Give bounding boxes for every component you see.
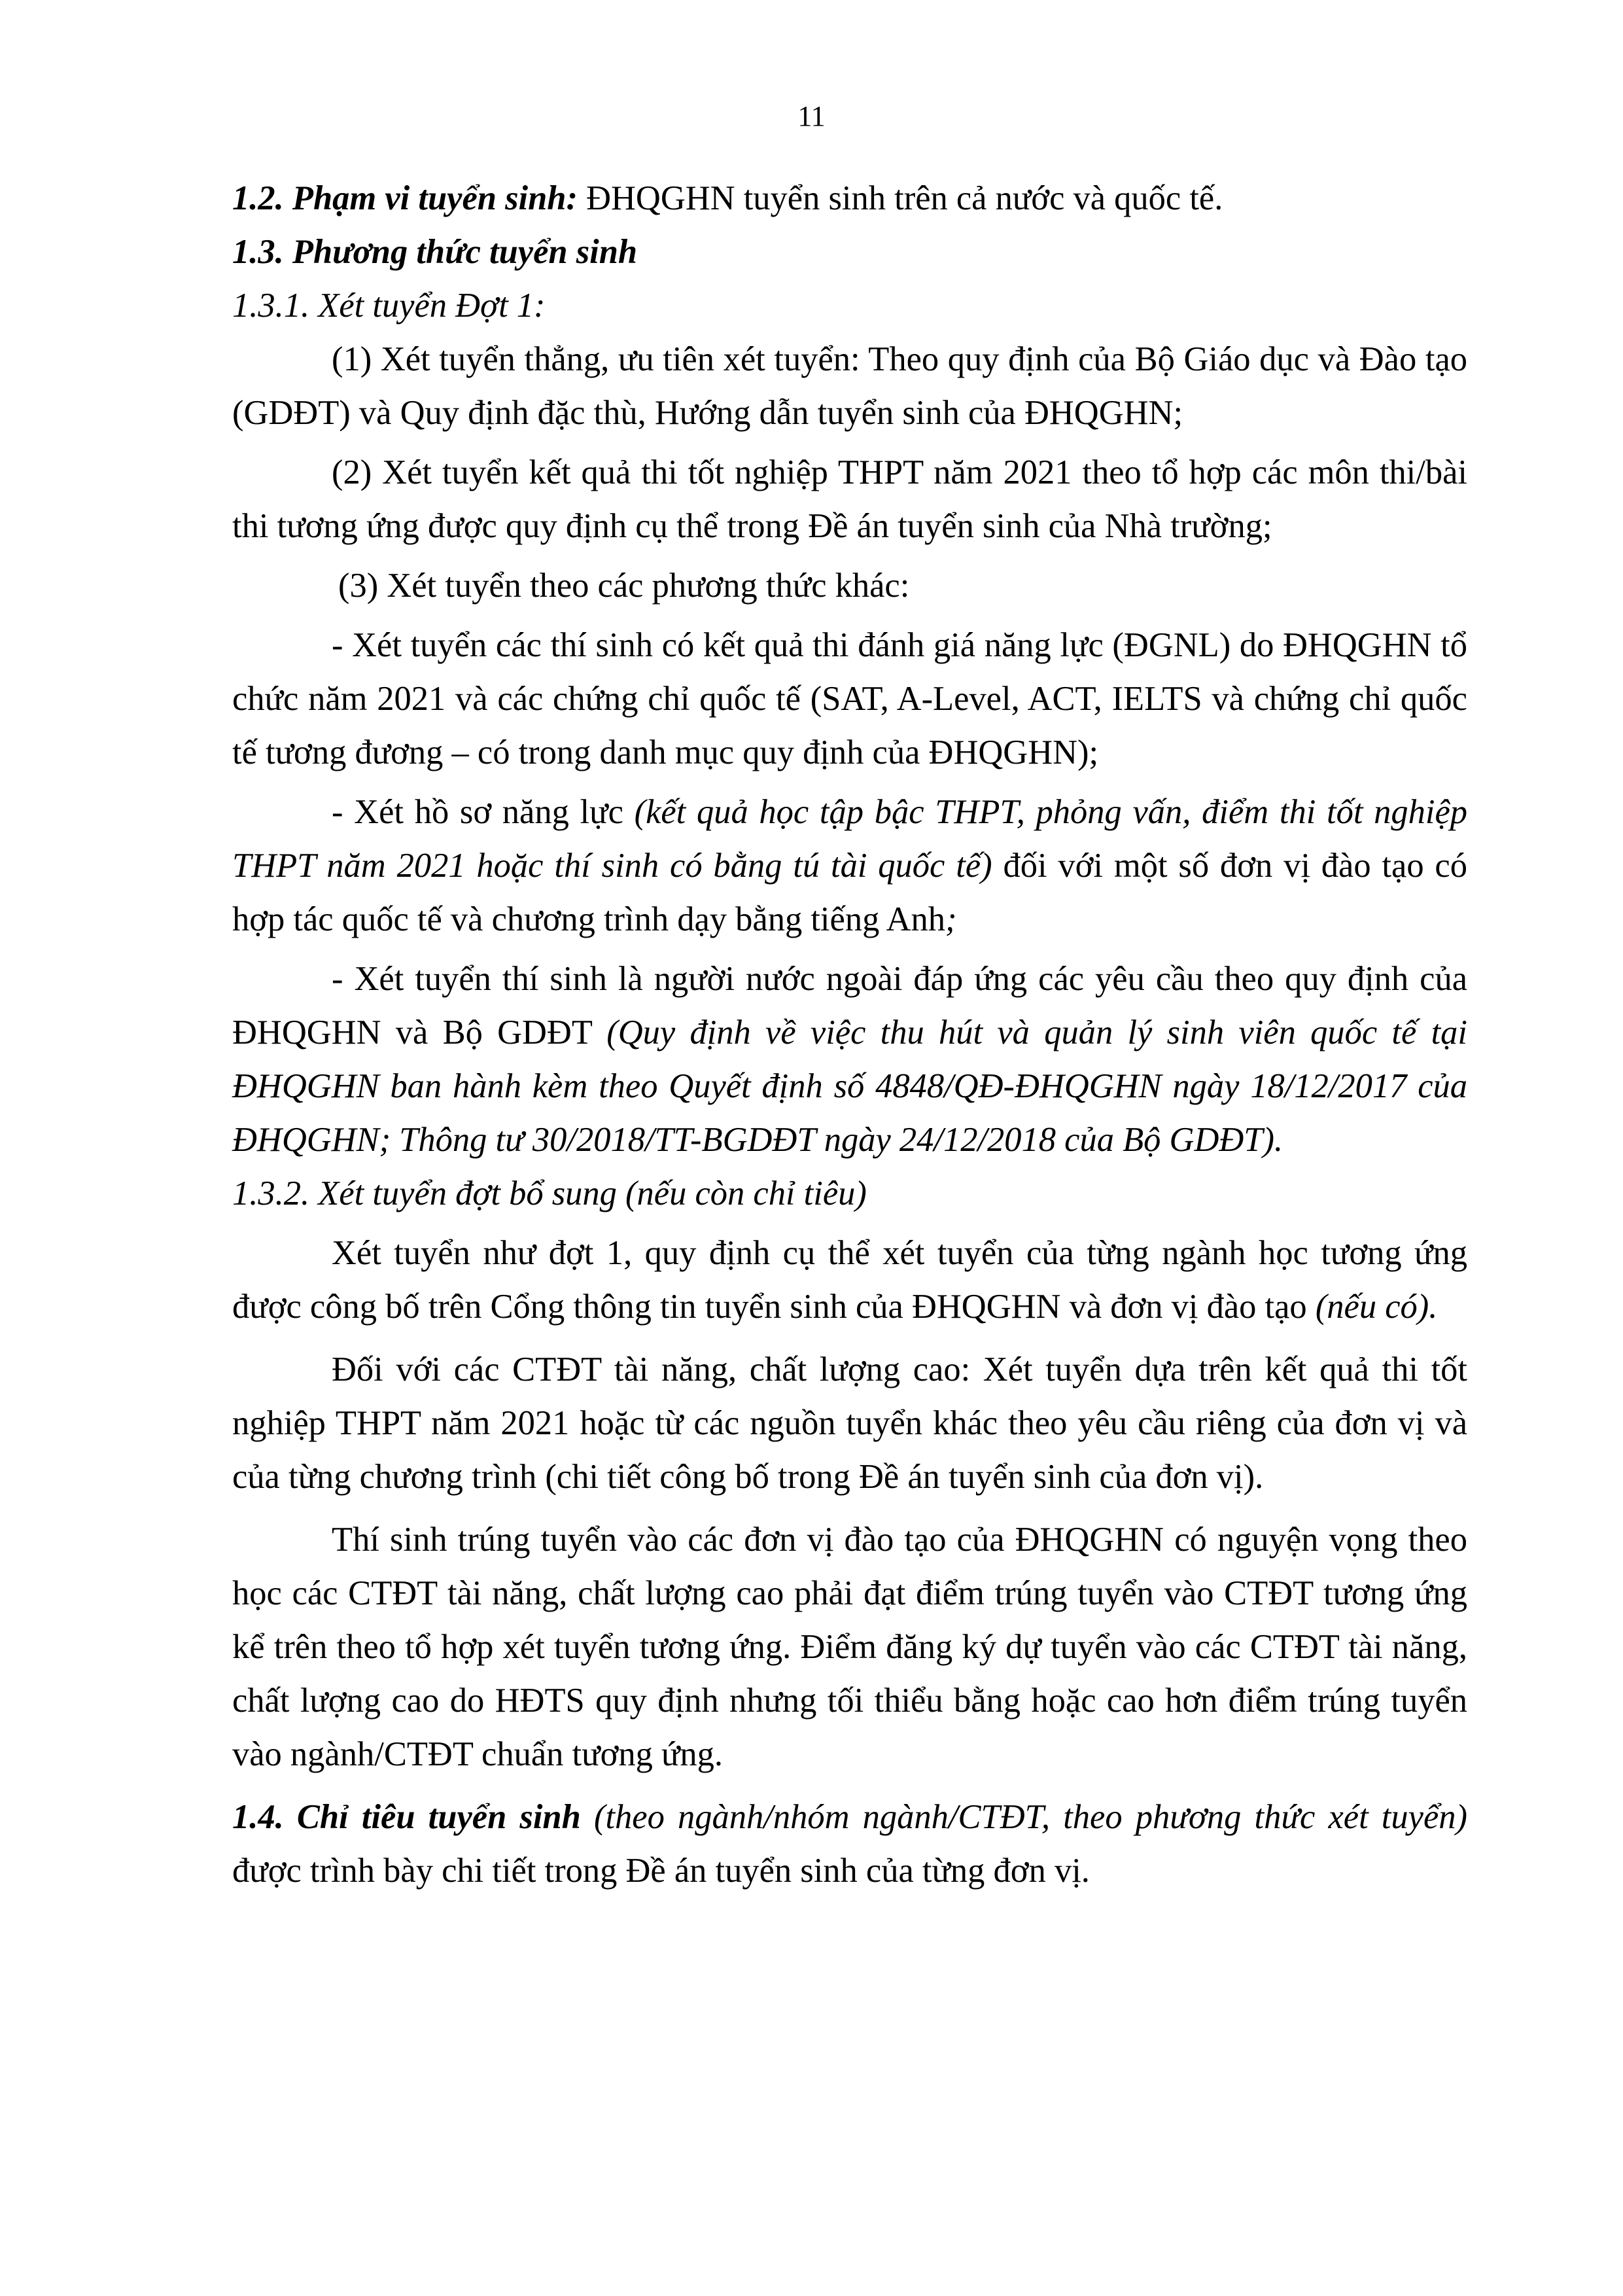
supplementary-paragraph [232, 1226, 1467, 1333]
talent-program-paragraph: Đối với các CTĐT tài năng, chất lượng cao: Xét tuyển dựa trên kết quả thi tốt nghiệp THPT năm 2021 hoặc từ các nguồn tuyển khác theo yêu cầu riêng của đơn vị và của từng chương trình (chi tiết công bố trong Đề án tuyển sinh của đơn vị). [232, 1351, 1467, 1496]
admission-score-paragraph: Thí sinh trúng tuyển vào các đơn vị đào tạo của ĐHQGHN có nguyện vọng theo học các CTĐT tài năng, chất lượng cao phải đạt điểm trúng tuyển vào CTĐT tương ứng kể trên theo tổ hợp xét tuyển tương ứng. Điểm đăng ký dự tuyển vào các CTĐT tài năng, chất lượng cao do HĐTS quy định nhưng tối thiểu bằng hoặc cao hơn điểm trúng tuyển vào ngành/CTĐT chuẩn tương ứng. [232, 1521, 1467, 1773]
supplementary-text: Xét tuyển như đợt 1, quy định cụ thể xét tuyển của từng ngành học tương ứng được công bố trên Cổng thông tin tuyển sinh của ĐHQGHN và đơn vị đào tạo [232, 1234, 1467, 1326]
method-1-paragraph: (1) Xét tuyển thẳng, ưu tiên xét tuyển: Theo quy định của Bộ Giáo dục và Đào tạo (GDĐT) và Quy định đặc thù, Hướng dẫn tuyển sinh của ĐHQGHN; [232, 340, 1467, 432]
page-number: 11 [797, 100, 826, 132]
section-1-2-text: ĐHQGHN tuyển sinh trên cả nước và quốc tế. [577, 179, 1223, 217]
section-1-4-text: được trình bày chi tiết trong Đề án tuyển sinh của từng đơn vị. [232, 1852, 1090, 1890]
method-2-paragraph: (2) Xét tuyển kết quả thi tốt nghiệp THPT năm 2021 theo tổ hợp các môn thi/bài thi tương ứng được quy định cụ thể trong Đề án tuyển sinh của Nhà trường; [232, 453, 1467, 545]
supplementary-note: (nếu có). [1315, 1288, 1438, 1326]
bullet-foreign-note: (Quy định về việc thu hút và quản lý sinh viên quốc tế tại ĐHQGHN ban hành kèm theo Quyết định số 4848/QĐ-ĐHQGHN ngày 18/12/2017 của ĐHQGHN; Thông tư 30/2018/TT-BGDĐT ngày 24/12/2018 của Bộ GDĐT). [232, 1014, 1467, 1159]
bullet-foreign-paragraph [232, 952, 1467, 1167]
section-1-3-2-heading: 1.3.2. Xét tuyển đợt bổ sung (nếu còn chỉ tiêu) [232, 1174, 867, 1212]
bullet-profile-note: (kết quả học tập bậc THPT, phỏng vấn, điểm thi tốt nghiệp THPT năm 2021 hoặc thí sinh có bằng tú tài quốc tế) [232, 793, 1468, 885]
section-1-3-1-heading: 1.3.1. Xét tuyển Đợt 1: [232, 287, 546, 325]
section-1-2-heading: 1.2. Phạm vi tuyển sinh: [232, 179, 578, 217]
bullet-profile-lead: - Xét hồ sơ năng lực [332, 793, 635, 831]
section-1-4 [232, 1790, 1467, 1898]
bullet-foreign-lead: - Xét tuyển thí sinh là người nước ngoài đáp ứng các yêu cầu theo quy định của ĐHQGHN và Bộ GDĐT [232, 960, 1467, 1051]
section-1-3-heading: 1.3. Phương thức tuyển sinh [232, 233, 638, 271]
method-3-paragraph: (3) Xét tuyển theo các phương thức khác: [338, 567, 910, 605]
section-1-4-note: (theo ngành/nhóm ngành/CTĐT, theo phương thức xét tuyển) [580, 1798, 1467, 1836]
section-1-2 [232, 171, 1467, 225]
bullet-profile-paragraph [232, 785, 1467, 946]
bullet-dgnl-paragraph: - Xét tuyển các thí sinh có kết quả thi đánh giá năng lực (ĐGNL) do ĐHQGHN tổ chức năm 2021 và các chứng chỉ quốc tế (SAT, A-Level, ACT, IELTS và chứng chỉ quốc tế tương đương – có trong danh mục quy định của ĐHQGHN); [232, 626, 1467, 771]
document-body [232, 171, 1467, 1898]
section-1-4-heading: 1.4. Chỉ tiêu tuyển sinh [232, 1798, 581, 1836]
bullet-profile-text: đối với một số đơn vị đào tạo có hợp tác quốc tế và chương trình dạy bằng tiếng Anh [232, 847, 1467, 938]
bullet-profile-end: ; [945, 900, 957, 938]
